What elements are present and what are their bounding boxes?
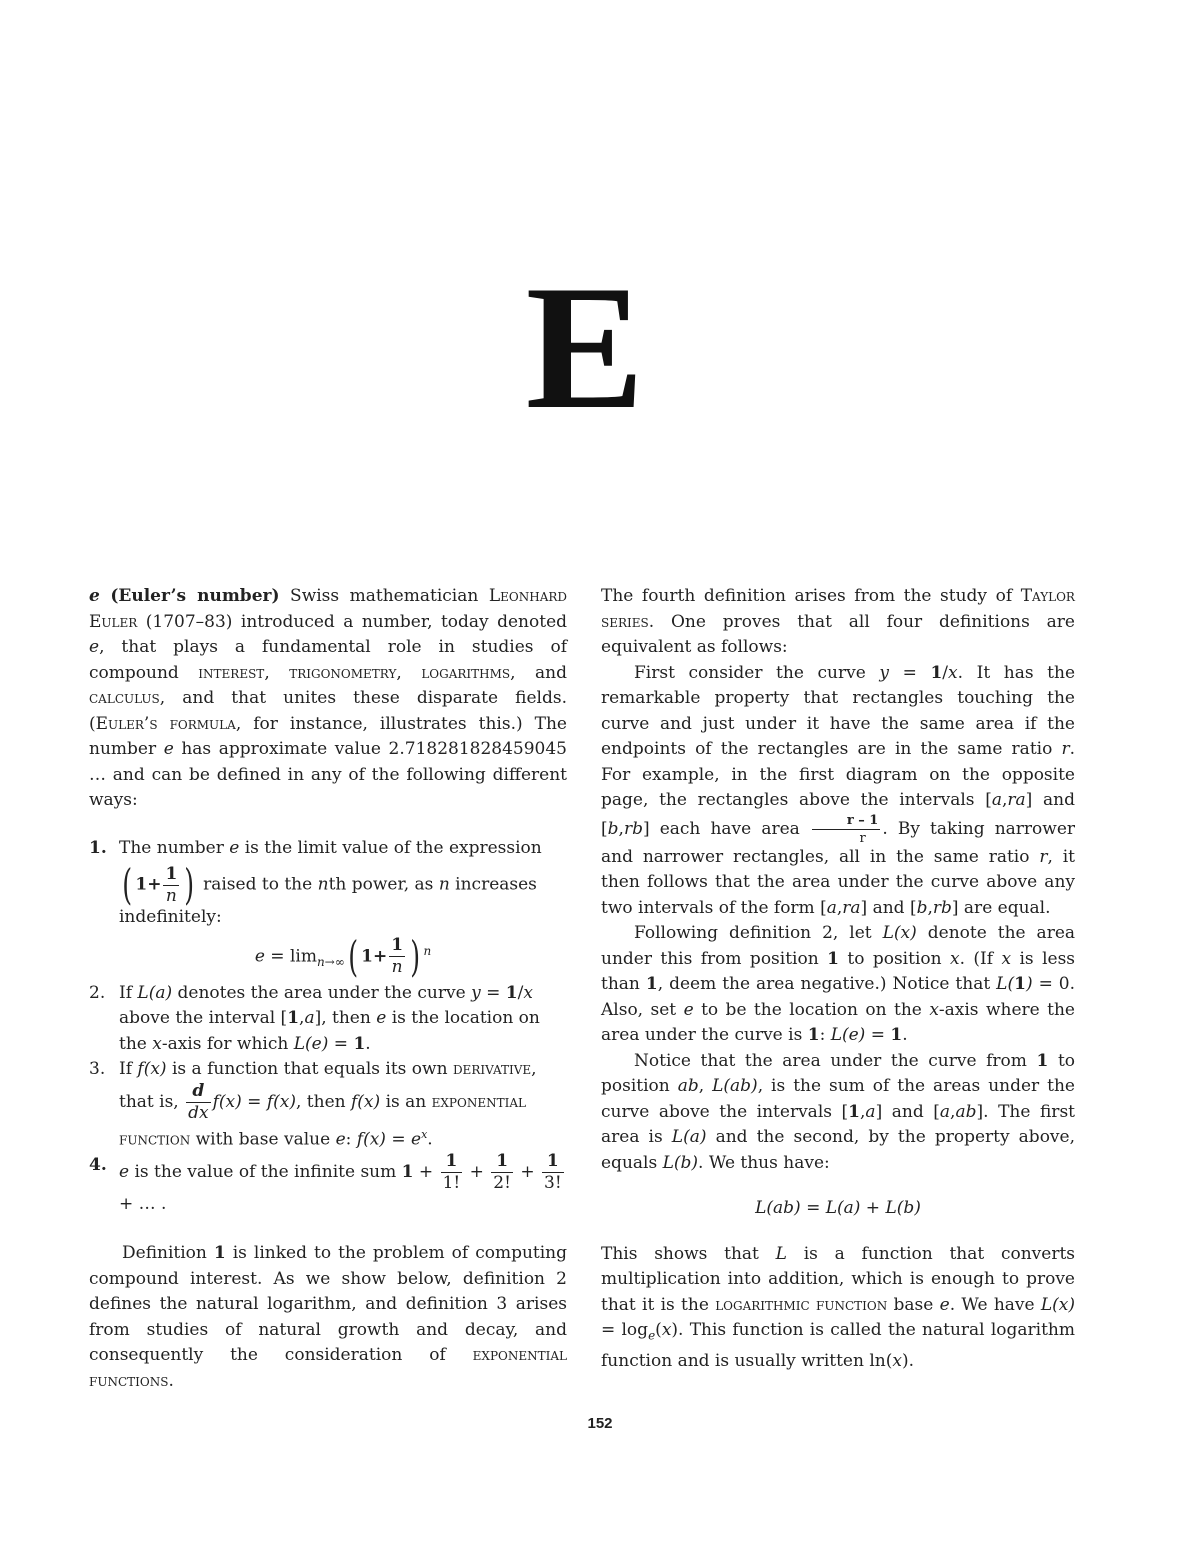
definition-item: 3. If f(x) is a function that equals its own derivative, that is, $\frac{d}{dx}$ f(x) = f(x), then f(x) is an exponential function with base value e: $f(x) = e^x$. [89, 1059, 537, 1150]
definition-item: 4. e is the value of the infinite sum 1 + $\frac{1}{1!}$ + $\frac{1}{2!}$ + $\frac{1}{3!}$ + … . [89, 1150, 562, 1214]
cross-reference: Leonhard Euler [89, 586, 568, 632]
fraction: $\frac{1}{3!}$ [544, 1150, 562, 1193]
definition-item: 2. If L(a) denotes the area under the curve y = 1/x above the interval [1,a], then e is the location on the x-axis for which L(e) = 1. [89, 982, 540, 1054]
cross-reference: Taylor series [601, 586, 1075, 632]
cross-reference: Euler’s formula [95, 713, 236, 734]
chapter-letter: E [525, 248, 645, 446]
fraction: $\frac{1}{n}$ [165, 863, 178, 906]
right-column [601, 584, 1075, 1374]
fraction: $\frac{1}{1!}$ [442, 1150, 461, 1193]
fraction: $\frac{1}{2!}$ [493, 1150, 511, 1193]
paragraph: First consider the curve y = 1/x. It has the remarkable property that rectangles touching the curve and just under it have the same area if the endpoints of the rectangles are in the same ratio r. For example, in the first diagram on the opposite page, the rectangles above the intervals [a,ra] and [b,rb] each have area $\frac{r - 1}{r}$ . By taking narrower and narrower rectangles, all in the same ratio r, it then follows that the area under the curve above any two intervals of the form [a,ra] and [b,rb] are equal. [601, 662, 1076, 918]
fraction: $\frac{d}{dx}$ [188, 1080, 209, 1123]
cross-reference: trigonometry [289, 662, 397, 683]
paragraph: Following definition 2, let L(x) denote the area under this from position 1 to position x. (If x is less than 1, deem the area negative.) Notice that L(1) = 0. Also, set e to be the location on the x-axis where the area under the curve is 1: L(e) = 1. [601, 923, 1076, 1045]
cross-reference: derivative [452, 1059, 532, 1079]
limit-formula: $e = \lim_{n\to\infty}$( 1+ $\frac{1}{n}$ ) $^n$ [254, 931, 432, 981]
paragraph: This shows that L is a function that converts multiplication into addition, which is enough to prove that it is the logarithmic function base e. We have $L(x) = \log_e(x)$. This function is called the natural logarithm function and is usually written ln(x). [601, 1243, 1076, 1371]
fraction: $\frac{1}{n}$ [391, 935, 404, 977]
cross-reference: logarithmic function [715, 1294, 888, 1315]
fraction: $\frac{r - 1}{r}$ [812, 814, 880, 845]
entry-term: e [89, 586, 100, 606]
entry-term-gloss: (Euler’s number) [110, 586, 280, 606]
cross-reference: logarithms [421, 662, 511, 683]
cross-reference: interest [198, 662, 265, 683]
cross-reference: calculus [89, 688, 160, 708]
entry-intro: e (Euler’s number) Swiss mathematician Leonhard Euler (1707–83) introduced a number, today denoted e, that plays a fundamental role in studies of compound interest, trigonometry, logarithms, and calculus, and that unites these disparate fields. (Euler’s formula, for instance, illustrates this.) The number e has approximate value 2.718281828459045 … and can be defined in any of the following different ways: [89, 586, 568, 810]
cross-reference: exponential function [119, 1091, 526, 1150]
definition-item: 1. The number e is the limit value of the expression ( 1+ $\frac{1}{n}$ ) raised to the nth power, as n increases indefinitely: $e = \lim_{n\to\infty}$( 1+ $\frac{1}{n}$ ) $^n$ [89, 836, 567, 977]
cross-reference: exponential functions [89, 1345, 567, 1391]
closing-paragraph: Definition 1 is linked to the problem of computing compound interest. As we show below, definition 2 defines the natural logarithm, and definition 3 arises from studies of natural growth and decay, and consequently the consideration of exponential functions. [89, 1243, 568, 1391]
left-column [89, 584, 567, 1394]
page-number: 152 [587, 1415, 613, 1432]
log-equation: L(ab) = L(a) + L(b) [755, 1198, 921, 1218]
paragraph: Notice that the area under the curve from 1 to position ab, L(ab), is the sum of the areas under the curve above the intervals [1,a] and [a,ab]. The first area is L(a) and the second, by the property above, equals L(b). We thus have: [601, 1050, 1076, 1173]
definition-list [89, 836, 567, 1218]
paragraph: The fourth definition arises from the study of Taylor series. One proves that all four definitions are equivalent as follows: [601, 586, 1075, 657]
